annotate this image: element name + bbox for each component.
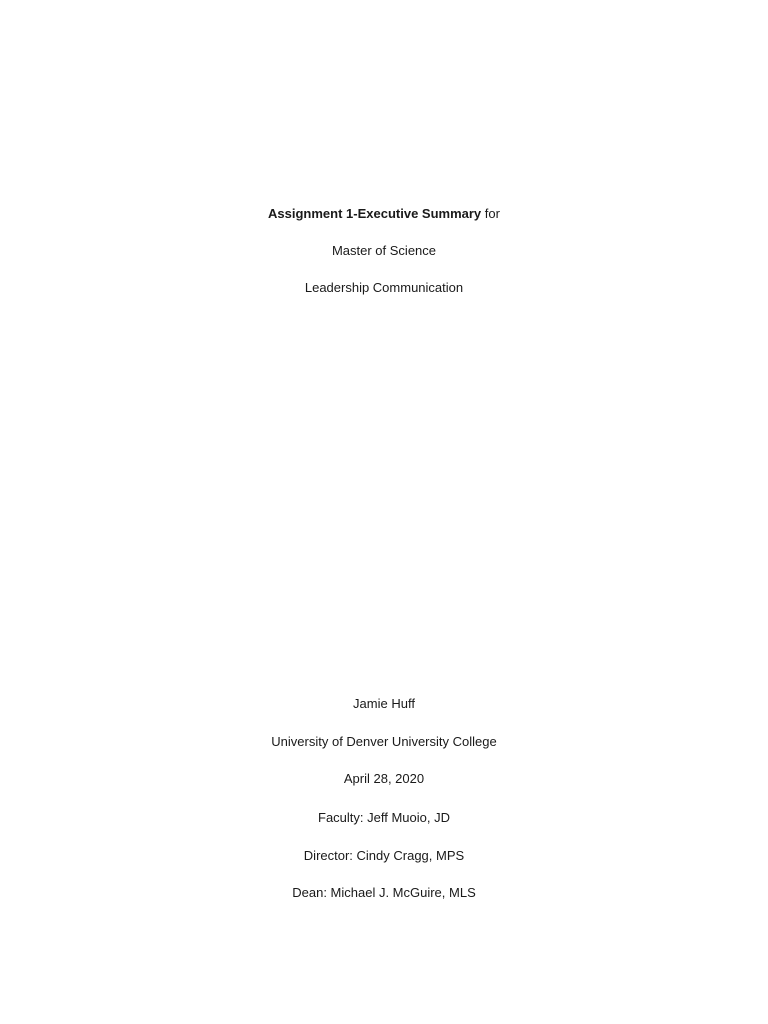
program-line: Leadership Communication xyxy=(304,280,464,295)
title-bold-text: Assignment 1-Executive Summary xyxy=(268,206,482,221)
author-name: Jamie Huff xyxy=(353,696,415,711)
faculty-line: Faculty: Jeff Muoio, JD xyxy=(318,810,450,825)
date-line: April 28, 2020 xyxy=(343,771,425,786)
dean-line: Dean: Michael J. McGuire, MLS xyxy=(292,885,476,900)
title-suffix-text: for xyxy=(481,206,500,221)
document-title xyxy=(0,206,768,222)
director-line: Director: Cindy Cragg, MPS xyxy=(303,848,465,863)
degree-line: Master of Science xyxy=(331,243,437,258)
institution-line: University of Denver University College xyxy=(271,734,497,749)
